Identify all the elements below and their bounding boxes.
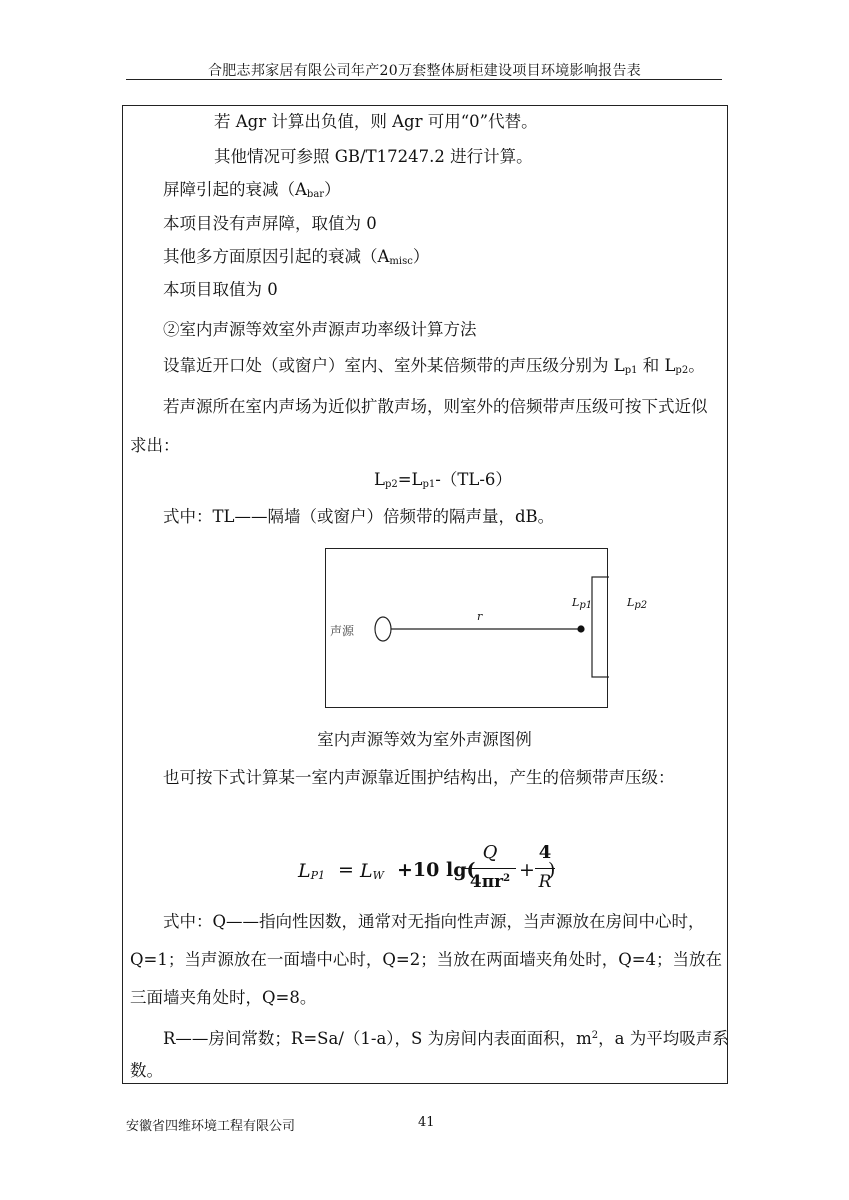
formula-lhs: $L_{P1}$ [298, 860, 326, 882]
text-line-13: 式中：Q——指向性因数，通常对无指向性声源，当声源放在房间中心时， [163, 912, 705, 931]
lp1-point [577, 625, 584, 632]
text-line-1: 若 Agr 计算出负值，则 Agr 可用“0”代替。 [214, 112, 538, 131]
text-line-12: 也可按下式计算某一室内声源靠近围护结构出，产生的倍频带声压级： [163, 768, 675, 787]
formula-lw: $L_W$ [360, 860, 384, 882]
text-line-5: 其他多方面原因引起的衰减$(A_{misc})$ [163, 247, 430, 267]
text-line-14: Q=1；当声源放在一面墙中心时，Q=2；当放在两面墙夹角处时，Q=4；当放在 [130, 950, 723, 969]
lp1-label: $L_{p1}$ [572, 596, 593, 611]
header-rule [126, 79, 722, 80]
formula-log-term: +10 lg( [397, 859, 476, 881]
sound-source-shape [375, 617, 391, 641]
text-line-17: 数。 [130, 1061, 163, 1080]
formula-frac-bar-1 [464, 868, 516, 869]
text-line-4: 本项目没有声屏障，取值为 0 [163, 214, 377, 233]
text-line-9: 若声源所在室内声场为近似扩散声场，则室外的倍频带声压级可按下式近似 [163, 397, 708, 416]
formula-den-4pir2: $4\pi r^2$ [469, 872, 511, 892]
footer-company: 安徽省四维环境工程有限公司 [126, 1119, 296, 1134]
text-line-6: 本项目取值为 0 [163, 280, 278, 299]
text-line-10: 求出： [130, 436, 180, 455]
spl-formula [296, 840, 556, 900]
formula-num-q: Q [482, 842, 498, 863]
section-heading: ②室内声源等效室外声源声功率级计算方法 [163, 320, 477, 339]
diagram-svg [326, 549, 609, 709]
page-header-title: 合肥志邦家居有限公司年产20万套整体厨柜建设项目环境影响报告表 [207, 63, 642, 79]
footer-page-number: 41 [418, 1115, 435, 1130]
lp2-label: $L_{p2}$ [627, 596, 648, 611]
figure-caption-text: 室内声源等效为室外声源图例 [317, 730, 532, 749]
formula-equals: = [338, 859, 354, 881]
r-label: r [477, 610, 483, 623]
text-line-16: R——房间常数；R=Sa/（1-a），S 为房间内表面面积，$m^2$，a 为平均吸声系 [163, 1029, 729, 1048]
text-line-3: 屏障引起的衰减$(A_{bar})$ [163, 180, 341, 200]
text-line-2: 其他情况可参照 GB/T17247.2 进行计算。 [214, 147, 533, 166]
text-line-15: 三面墙夹角处时，Q=8。 [130, 988, 317, 1007]
formula-plus: + [519, 859, 535, 881]
formula-close: ) [548, 859, 556, 881]
indoor-outdoor-diagram [325, 548, 648, 708]
figure-caption [0, 730, 849, 750]
wall-rect [592, 577, 609, 677]
formula-den-r: R [538, 872, 552, 892]
text-line-8: 设靠近开口处（或窗户）室内、室外某倍频带的声压级分别为 $L_{p1}$ 和 $L_{p2}$。 [163, 356, 705, 376]
equation-tl: $L_{p2}=L_{p1}-(TL-6)$ [374, 470, 512, 490]
formula-num-4: 4 [538, 842, 552, 863]
text-line-11: 式中：TL——隔墙（或窗户）倍频带的隔声量，dB。 [163, 507, 555, 526]
source-label: 声源 [330, 624, 355, 638]
